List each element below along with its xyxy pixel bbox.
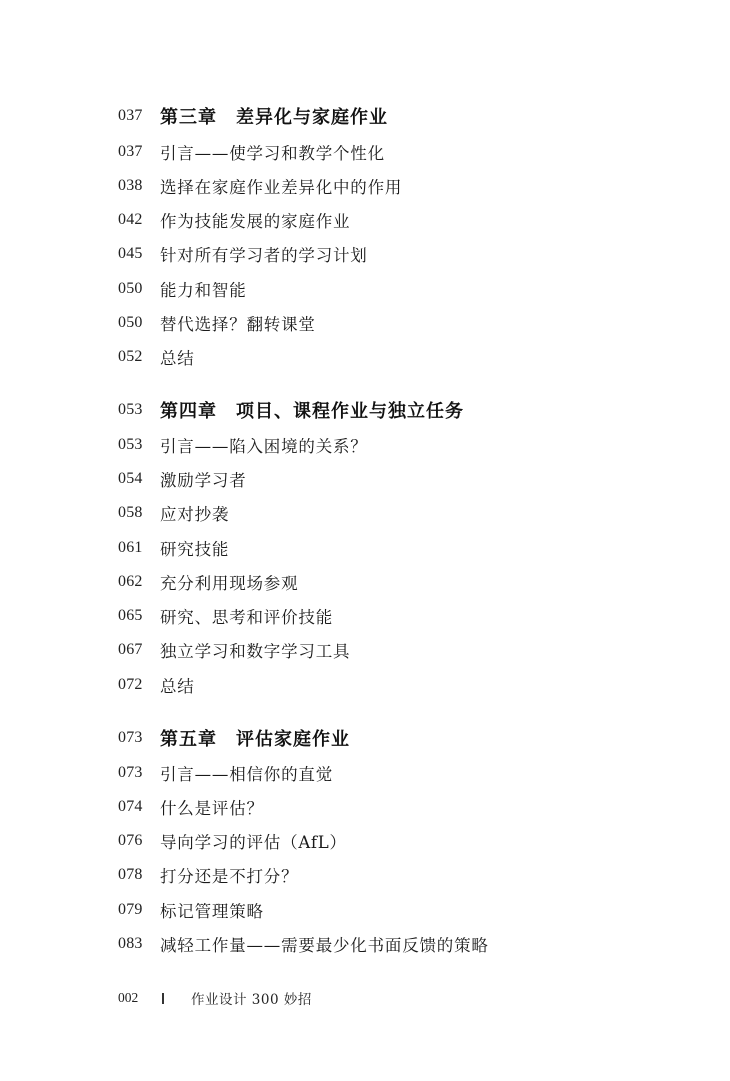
entry-page-number: 058	[118, 504, 143, 521]
toc-entry[interactable]	[118, 138, 385, 166]
chapter-title: 第四章 项目、课程作业与独立任务	[160, 401, 464, 422]
toc-entry[interactable]	[118, 671, 195, 699]
entry-title: 针对所有学习者的学习计划	[160, 246, 368, 265]
entry-page-number: 076	[118, 832, 143, 849]
entry-page-number: 038	[118, 177, 143, 194]
entry-page-number: 074	[118, 798, 143, 815]
toc-entry[interactable]	[118, 827, 347, 855]
entry-title: 作为技能发展的家庭作业	[160, 212, 351, 231]
chapter-page-number: 073	[118, 729, 143, 746]
toc-entry[interactable]	[118, 534, 229, 562]
entry-title: 引言——使学习和教学个性化	[160, 144, 385, 163]
entry-title: 导向学习的评估（AfL）	[160, 833, 347, 852]
footer-book-title: 作业设计 300 妙招	[191, 992, 312, 1008]
toc-entry[interactable]	[118, 861, 298, 889]
chapter-page-number: 037	[118, 107, 143, 124]
entry-title: 充分利用现场参观	[160, 574, 299, 593]
toc-entry[interactable]	[118, 568, 298, 596]
toc-entry[interactable]	[118, 172, 402, 200]
toc-entry[interactable]	[118, 275, 247, 303]
entry-title: 减轻工作量——需要最少化书面反馈的策略	[160, 936, 489, 955]
toc-chapter-5[interactable]	[118, 724, 350, 752]
entry-page-number: 062	[118, 573, 143, 590]
chapter-page-number: 053	[118, 401, 143, 418]
toc-entry[interactable]	[118, 499, 229, 527]
entry-title: 引言——相信你的直觉	[160, 765, 333, 784]
entry-page-number: 072	[118, 676, 143, 693]
entry-page-number: 050	[118, 314, 143, 331]
entry-page-number: 061	[118, 539, 143, 556]
entry-page-number: 079	[118, 901, 143, 918]
entry-title: 研究、思考和评价技能	[160, 608, 333, 627]
toc-entry[interactable]	[118, 930, 489, 958]
toc-entry[interactable]	[118, 602, 333, 630]
entry-title: 激励学习者	[160, 471, 247, 490]
entry-page-number: 053	[118, 436, 143, 453]
toc-entry[interactable]	[118, 431, 368, 459]
entry-page-number: 050	[118, 280, 143, 297]
toc-entry[interactable]	[118, 206, 350, 234]
entry-title: 什么是评估？	[160, 799, 264, 818]
entry-page-number: 052	[118, 348, 143, 365]
entry-page-number: 073	[118, 764, 143, 781]
toc-entry[interactable]	[118, 343, 195, 371]
entry-title: 总结	[160, 349, 195, 368]
toc-entry[interactable]	[118, 759, 333, 787]
entry-title: 打分还是不打分？	[160, 867, 299, 886]
chapter-title: 第五章 评估家庭作业	[160, 729, 350, 750]
toc-chapter-4[interactable]	[118, 396, 464, 424]
entry-title: 能力和智能	[160, 281, 247, 300]
entry-title: 引言——陷入困境的关系？	[160, 437, 368, 456]
footer-page-number: 002	[118, 990, 139, 1005]
entry-title: 应对抄袭	[160, 505, 230, 524]
entry-title: 研究技能	[160, 540, 230, 559]
entry-page-number: 045	[118, 245, 143, 262]
entry-page-number: 065	[118, 607, 143, 624]
footer-divider	[162, 993, 164, 1004]
toc-entry[interactable]	[118, 636, 350, 664]
entry-title: 总结	[160, 677, 195, 696]
toc-entry[interactable]	[118, 309, 316, 337]
entry-title: 独立学习和数字学习工具	[160, 642, 351, 661]
toc-entry[interactable]	[118, 896, 264, 924]
toc-chapter-3[interactable]	[118, 102, 388, 130]
entry-page-number: 078	[118, 866, 143, 883]
entry-page-number: 083	[118, 935, 143, 952]
chapter-title: 第三章 差异化与家庭作业	[160, 107, 388, 128]
entry-title: 选择在家庭作业差异化中的作用	[160, 178, 403, 197]
entry-page-number: 042	[118, 211, 143, 228]
entry-page-number: 067	[118, 641, 143, 658]
toc-entry[interactable]	[118, 793, 264, 821]
toc-entry[interactable]	[118, 465, 247, 493]
entry-page-number: 037	[118, 143, 143, 160]
page-footer	[118, 986, 312, 1010]
entry-page-number: 054	[118, 470, 143, 487]
entry-title: 替代选择？翻转课堂	[160, 315, 316, 334]
entry-title: 标记管理策略	[160, 902, 264, 921]
toc-entry[interactable]	[118, 240, 368, 268]
